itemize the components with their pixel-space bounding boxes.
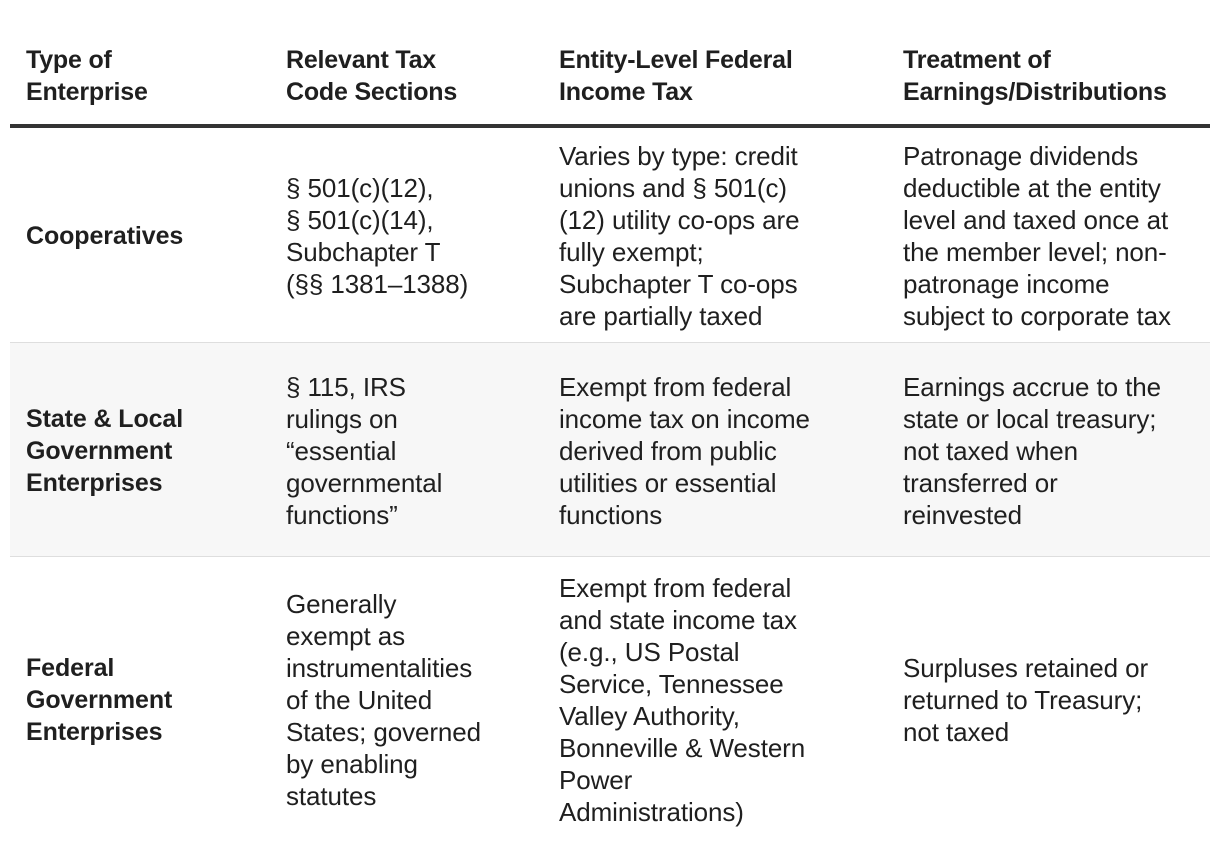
table-body	[10, 126, 1210, 841]
table-row-federal-government	[10, 557, 1210, 841]
table-row-cooperatives	[10, 126, 1210, 343]
table-row-state-local-government	[10, 343, 1210, 557]
cell-type: Cooperatives	[10, 126, 270, 343]
cell-entity-tax: Exempt from federal income tax on income derived from public utilities or essential functions	[543, 343, 887, 557]
header-type-of-enterprise: Type of Enterprise	[10, 0, 270, 126]
header-treatment-of-earnings: Treatment of Earnings/Distributions	[887, 0, 1210, 126]
cell-treatment: Earnings accrue to the state or local treasury; not taxed when transferred or reinvested	[887, 343, 1210, 557]
cell-type: Federal Government Enterprises	[26, 653, 173, 746]
header-relevant-tax-code-sections: Relevant Tax Code Sections	[270, 0, 543, 126]
table-header	[10, 0, 1210, 126]
header-row	[10, 0, 1210, 126]
enterprise-tax-table-container	[10, 0, 1210, 841]
cell-code-sections: Generally exempt as instrumentalities of the United States; governed by enabling statutes	[286, 588, 481, 811]
cell-entity-tax: Exempt from federal and state income tax (e.g., US Postal Service, Tennessee Valley Authority, Bonneville & Western Power Administrations)	[559, 572, 806, 827]
cell-code-sections: § 501(c)(12), § 501(c)(14), Subchapter T (§§ 1381–1388)	[270, 126, 543, 343]
header-entity-level-federal-income-tax: Entity-Level Federal Income Tax	[543, 0, 887, 126]
cell-entity-tax: Varies by type: credit unions and § 501(c) (12) utility co-ops are fully exempt; Subchapter T co-ops are partially taxed	[543, 126, 887, 343]
cell-treatment: Surpluses retained or returned to Treasury; not taxed	[903, 652, 1149, 747]
enterprise-tax-table	[10, 0, 1210, 841]
cell-code-sections: § 115, IRS rulings on “essential governmental functions”	[270, 343, 543, 557]
cell-type: State & Local Government Enterprises	[10, 343, 270, 557]
cell-treatment: Patronage dividends deductible at the entity level and taxed once at the member level; non- patronage income subject to corporate tax	[887, 126, 1210, 343]
